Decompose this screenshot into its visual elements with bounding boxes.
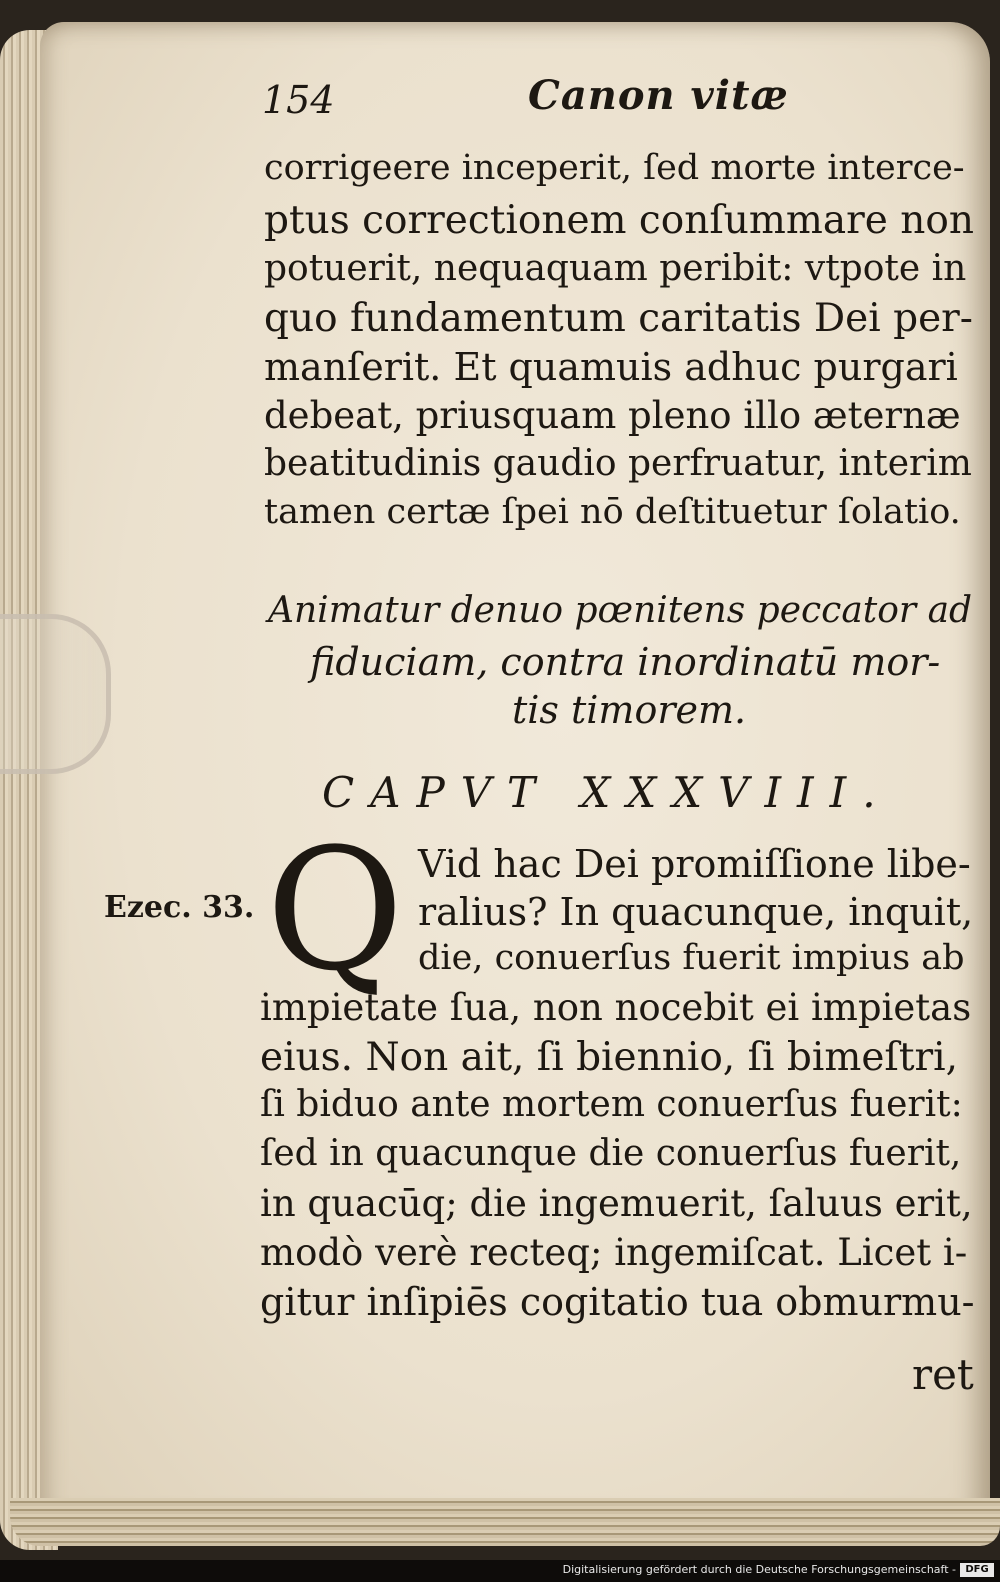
body-line: debeat, priusquam pleno illo æternæ (264, 394, 961, 437)
drop-initial: Q (266, 812, 404, 1008)
section-heading-line: tis timorem. (512, 688, 747, 732)
body-line: tamen certæ ſpei nō deſtituetur ſolatio. (264, 492, 961, 532)
chapter-title: CAPVT XXXVIII. (322, 768, 892, 817)
page-number: 154 (262, 78, 335, 122)
section-heading-line: fiduciam, contra inordinatū mor- (310, 640, 941, 684)
catchword: ret (912, 1350, 974, 1399)
dfg-logo: DFG (960, 1563, 994, 1577)
digitization-credit: Digitalisierung gefördert durch die Deutsche Forschungsgemeinschaft - (562, 1563, 956, 1576)
body-line: ptus correctionem conſummare non (264, 198, 974, 243)
chapter-line: Vid hac Dei promiſſione libe- (418, 842, 971, 886)
chapter-line: impietate ſua, non nocebit ei impietas (260, 986, 972, 1029)
chapter-line: modò verè recteq; ingemiſcat. Licet i- (260, 1231, 968, 1274)
section-heading-line: Animatur denuo pœnitens peccator ad (268, 590, 973, 631)
chapter-line: ſi biduo ante mortem conuerſus fuerit: (260, 1084, 963, 1125)
margin-note: Ezec. 33. (104, 890, 255, 925)
running-title: Canon vitæ (528, 72, 789, 119)
body-line: quo fundamentum caritatis Dei per- (264, 296, 973, 341)
body-line: manſerit. Et quamuis adhuc purgari (264, 345, 958, 389)
chapter-line: ralius? In quacunque, inquit, (418, 890, 974, 934)
chapter-line: gitur inſipiēs cogitatio tua obmurmu- (260, 1280, 975, 1324)
body-line: corrigeere inceperit, ſed morte interce- (264, 148, 965, 188)
chapter-line: in quacūq; die ingemuerit, ſaluus erit, (260, 1182, 973, 1225)
body-line: potuerit, nequaquam peribit: vtpote in (264, 248, 967, 289)
bottom-page-edge (10, 1498, 1000, 1546)
body-line: beatitudinis gaudio perfruatur, interim (264, 443, 972, 484)
chapter-line: ſed in quacunque die conuerſus fuerit, (260, 1133, 962, 1174)
chapter-line: die, conuerſus fuerit impius ab (418, 938, 965, 978)
page-clip (0, 614, 111, 774)
chapter-line: eius. Non ait, ſi biennio, ſi bimeſtri, (260, 1035, 959, 1080)
